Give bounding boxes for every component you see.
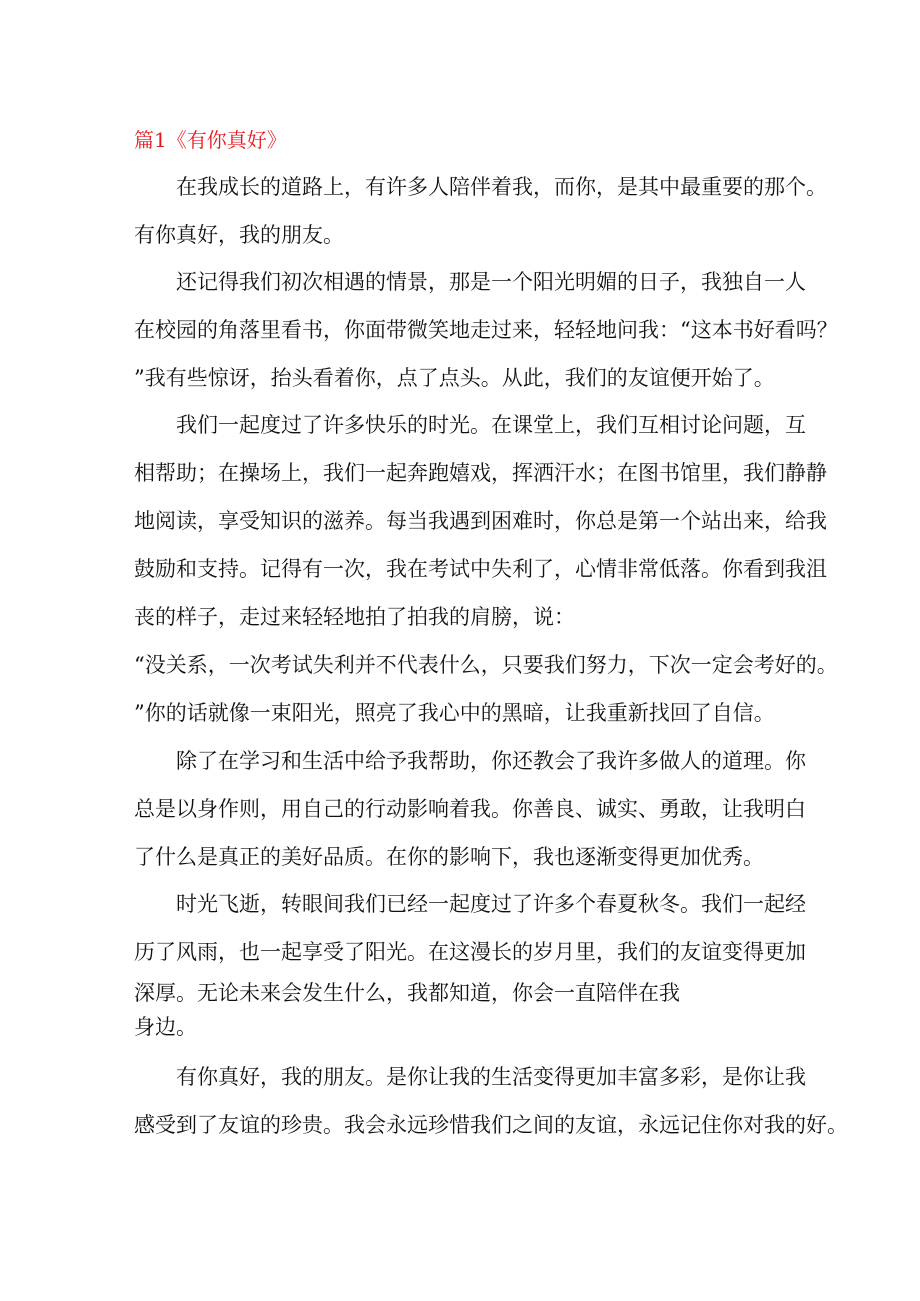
paragraph <box>134 258 838 402</box>
paragraph-line: 除了在学习和生活中给予我帮助，你还教会了我许多做人的道理。你 <box>176 749 806 773</box>
paragraph-line: ”我有些惊讶，抬头看着你，点了点头。从此，我们的友谊便开始了。 <box>134 366 775 390</box>
paragraph-line: 有你真好，我的朋友。 <box>134 223 344 247</box>
paragraph-line: 时光飞逝，转眼间我们已经一起度过了许多个春夏秋冬。我们一起经 <box>176 892 806 916</box>
paragraph-line: 总是以身作则，用自己的行动影响着我。你善良、诚实、勇敢，让我明白 <box>134 797 806 821</box>
paragraph <box>134 737 806 881</box>
paragraph-line: 有你真好，我的朋友。是你让我的生活变得更加丰富多彩，是你让我 <box>176 1065 806 1089</box>
paragraph-line: 丧的样子，走过来轻轻地拍了拍我的肩膀，说： <box>134 605 575 629</box>
paragraph-line: 感受到了友谊的珍贵。我会永远珍惜我们之间的友谊，永远记住你对我的好。 <box>134 1113 848 1137</box>
paragraph <box>134 880 806 1044</box>
paragraph-line: 我们一起度过了许多快乐的时光。在课堂上，我们互相讨论问题，互 <box>176 413 806 437</box>
paragraph-line: “没关系，一次考试失利并不代表什么，只要我们努力，下次一定会考好的。 <box>134 653 838 677</box>
paragraph-line: 身边。 <box>134 1015 197 1039</box>
paragraph-line: 深厚。无论未来会发生什么，我都知道，你会一直陪伴在我 <box>134 981 680 1005</box>
paragraph-line: 在我成长的道路上，有许多人陪伴着我，而你，是其中最重要的那个。 <box>176 175 827 199</box>
paragraph-line: ”你的话就像一束阳光，照亮了我心中的黑暗，让我重新找回了自信。 <box>134 701 775 725</box>
paragraph <box>134 1053 848 1149</box>
paragraph-line: 相帮助；在操场上，我们一起奔跑嬉戏，挥洒汗水；在图书馆里，我们静静 <box>134 461 827 485</box>
paragraph-line: 在校园的角落里看书，你面带微笑地走过来，轻轻地问我：“这本书好看吗？ <box>134 318 838 342</box>
paragraph-line: 历了风雨，也一起享受了阳光。在这漫长的岁月里，我们的友谊变得更加 <box>134 940 806 964</box>
paragraph-line: 还记得我们初次相遇的情景，那是一个阳光明媚的日子，我独自一人 <box>176 270 806 294</box>
paragraph <box>134 401 838 737</box>
paragraph-line: 鼓励和支持。记得有一次，我在考试中失利了，心情非常低落。你看到我沮 <box>134 557 827 581</box>
paragraph <box>134 163 827 259</box>
document-title: 篇1《有你真好》 <box>134 128 287 152</box>
paragraph-line: 地阅读，享受知识的滋养。每当我遇到困难时，你总是第一个站出来，给我 <box>134 509 827 533</box>
paragraph-line: 了什么是真正的美好品质。在你的影响下，我也逐渐变得更加优秀。 <box>134 845 764 869</box>
